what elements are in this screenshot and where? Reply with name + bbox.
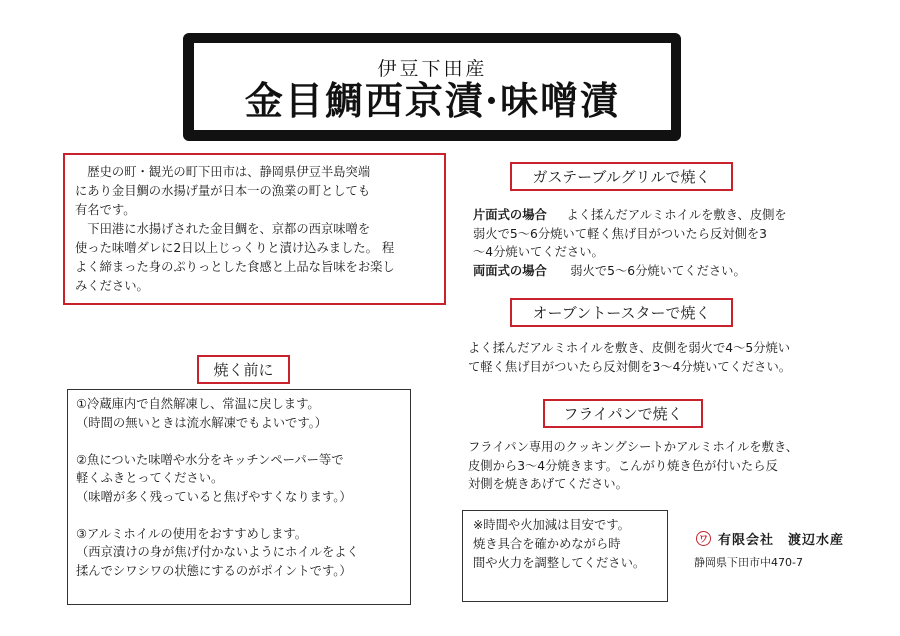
company-logo-icon: ワ — [696, 531, 711, 546]
single-side-title: 片面式の場合 — [473, 208, 547, 222]
before-grilling-heading: 焼く前に — [197, 355, 290, 384]
tip-3-line-1: ③アルミホイルの使用をおすすめします。 — [76, 526, 308, 541]
frying-pan-heading: フライパンで焼く — [543, 399, 703, 428]
oven-toaster-heading: オーブントースターで焼く — [510, 298, 733, 327]
page-title: 金目鯛西京漬·味噌漬 — [244, 78, 621, 123]
title-subtitle: 伊豆下田産 — [377, 58, 488, 80]
intro-box — [63, 153, 446, 305]
tip-3-line-2: （西京漬けの身が焦げ付かないようにホイルをよく — [76, 545, 359, 559]
tip-3-line-3: 揉んでシワシワの状態にするのがポイントです。） — [76, 563, 352, 578]
frying-pan-text: フライパン専用のクッキングシートかアルミホイルを敷き、 皮側から3～4分焼きます。こんがり焼き色が付いたら反 対側を焼きあげてください。 — [468, 440, 799, 491]
tip-1-line-2: （時間の無いときは流水解凍でもよいです。） — [76, 415, 328, 430]
tip-1-line-1: ①冷蔵庫内で自然解凍し、常温に戻します。 — [76, 397, 320, 411]
company-name: 有限会社 渡辺水産 — [718, 533, 845, 548]
company-address: 静岡県下田市中470-7 — [694, 556, 803, 569]
double-side-title: 両面式の場合 — [473, 264, 547, 278]
tip-2-line-3: （味噌が多く残っていると焦げやすくなります。） — [76, 489, 352, 504]
note-box: ※時間や火加減は目安です。 焼き具合を確かめながら時 間や火力を調整してください。 — [462, 510, 668, 602]
gas-grill-single-side: 片面式の場合 よく揉んだアルミホイルを敷き、皮側を 弱火で5～6分焼いて軽く焦げ目がついたら反対側を3 ～4分焼いてください。 — [473, 208, 787, 259]
before-grilling-tips — [67, 389, 411, 605]
gas-grill-double-side: 両面式の場合 弱火で5～6分焼いてください。 — [473, 264, 746, 278]
intro-paragraph-2: 下田港に水揚げされた金目鯛を、京都の西京味噌を 使った味噌ダレに2日以上じっくりと漬け込みました。 程 よく締まった身のぷりっとした食感と上品な旨味をお楽し みください。 — [75, 222, 395, 293]
tip-2-line-1: ②魚についた味噌や水分をキッチンペーパー等で — [76, 452, 344, 467]
gas-grill-heading: ガステーブルグリルで焼く — [510, 162, 733, 191]
intro-paragraph-1: 歴史の町・観光の町下田市は、静岡県伊豆半島突端 にあり金目鯛の水揚げ量が日本一の漁業の町としても 有名です。 — [75, 165, 371, 217]
tip-2-line-2: 軽くふきとってください。 — [76, 471, 224, 485]
oven-toaster-text: よく揉んだアルミホイルを敷き、皮側を弱火で4～5分焼い て軽く焦げ目がついたら反対側を3～4分焼いてください。 — [468, 341, 792, 374]
